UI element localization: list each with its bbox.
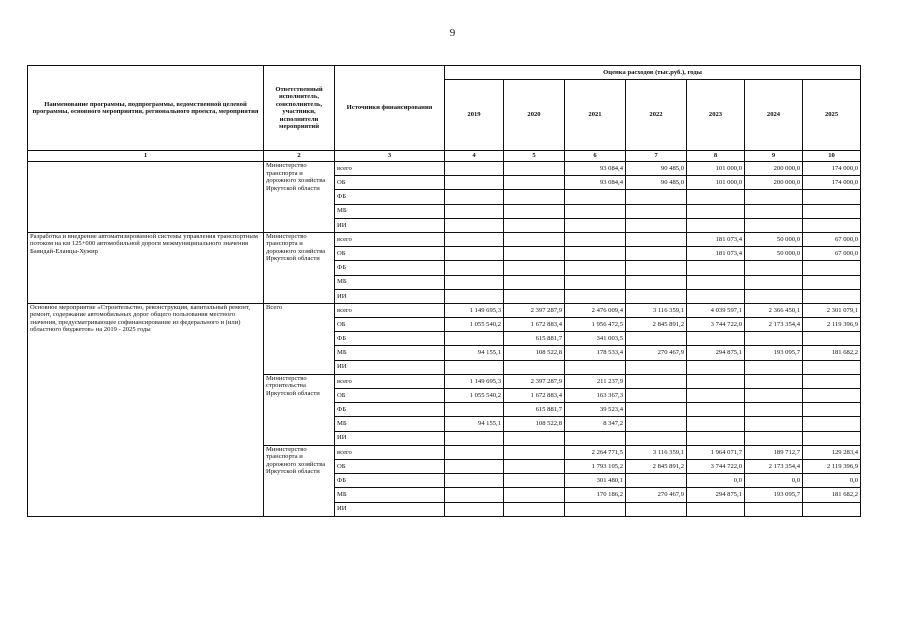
value-cell [687,218,745,232]
value-cell [445,247,504,261]
value-cell [445,502,504,516]
column-number: 6 [565,151,626,162]
value-cell [626,403,687,417]
value-cell [687,190,745,204]
value-cell: 178 533,4 [565,346,626,360]
value-cell: 2 845 891,2 [626,459,687,473]
value-cell [803,389,861,403]
value-cell [745,389,803,403]
table-row [28,162,861,176]
value-cell [745,190,803,204]
funding-source-cell: ИИ [335,431,445,445]
value-cell: 2 264 771,5 [565,445,626,459]
value-cell [626,218,687,232]
value-cell [626,232,687,246]
value-cell [626,261,687,275]
value-cell: 101 000,0 [687,162,745,176]
funding-source-cell: ОБ [335,389,445,403]
value-cell: 270 467,9 [626,488,687,502]
page-number: 9 [449,27,456,39]
funding-source-cell: ОБ [335,247,445,261]
value-cell [445,275,504,289]
funding-source-cell: ИИ [335,502,445,516]
value-cell [445,232,504,246]
value-cell [445,403,504,417]
value-cell [626,360,687,374]
value-cell [626,389,687,403]
value-cell: 90 485,0 [626,162,687,176]
value-cell: 2 301 079,1 [803,303,861,317]
value-cell [745,502,803,516]
value-cell [445,218,504,232]
value-cell: 0,0 [745,474,803,488]
value-cell [687,289,745,303]
value-cell [803,261,861,275]
value-cell [445,204,504,218]
value-cell: 108 522,8 [504,417,565,431]
value-cell [504,176,565,190]
value-cell [445,459,504,473]
value-cell [745,374,803,388]
executor-cell: Министерство транспорта и дорожного хозяйства Иркутской области [264,162,335,233]
value-cell [626,474,687,488]
value-cell: 270 467,9 [626,346,687,360]
value-cell [565,431,626,445]
value-cell [745,332,803,346]
value-cell [504,459,565,473]
value-cell [687,502,745,516]
value-cell: 200 000,0 [745,176,803,190]
value-cell [687,261,745,275]
value-cell [626,190,687,204]
value-cell: 1 149 695,3 [445,374,504,388]
executor-cell: Всего [264,303,335,374]
header-year: 2025 [803,80,861,151]
header-executor: Ответственный исполнитель, соисполнитель, участники, исполнители мероприятий [264,66,335,151]
value-cell: 93 084,4 [565,176,626,190]
value-cell [626,332,687,346]
value-cell [565,289,626,303]
value-cell [445,445,504,459]
value-cell [745,204,803,218]
value-cell [504,488,565,502]
value-cell: 2 397 287,9 [504,374,565,388]
value-cell [504,204,565,218]
value-cell: 200 000,0 [745,162,803,176]
funding-source-cell: ФБ [335,261,445,275]
funding-source-cell: ИИ [335,218,445,232]
value-cell: 2 397 287,9 [504,303,565,317]
value-cell [626,374,687,388]
funding-source-cell: МБ [335,417,445,431]
executor-cell: Министерство транспорта и дорожного хозяйства Иркутской области [264,232,335,303]
value-cell [445,474,504,488]
value-cell: 341 003,5 [565,332,626,346]
value-cell: 163 367,3 [565,389,626,403]
value-cell [803,190,861,204]
value-cell [687,275,745,289]
column-number: 9 [745,151,803,162]
value-cell [803,431,861,445]
value-cell [626,204,687,218]
value-cell: 4 039 597,1 [687,303,745,317]
value-cell: 615 881,7 [504,403,565,417]
value-cell [445,289,504,303]
value-cell [504,431,565,445]
value-cell: 615 881,7 [504,332,565,346]
measure-name-cell: Основное мероприятие «Строительство, реконструкция, капитальный ремонт, ремонт, содержание автомобильных дорог общего пользования местного значения, предусматривающее софинансирование из федерального и (или) областного бюджетов» на 2019 - 2025 годы [28,303,264,516]
value-cell [803,502,861,516]
value-cell [445,360,504,374]
value-cell [626,247,687,261]
value-cell [745,275,803,289]
value-cell [504,502,565,516]
value-cell: 0,0 [687,474,745,488]
budget-table [27,65,861,517]
header-year: 2023 [687,80,745,151]
value-cell [504,247,565,261]
funding-source-cell: ФБ [335,332,445,346]
table-body [28,162,861,517]
value-cell [565,247,626,261]
value-cell [565,204,626,218]
value-cell [504,275,565,289]
value-cell: 1 672 883,4 [504,318,565,332]
column-number: 1 [28,151,264,162]
value-cell: 2 173 354,4 [745,459,803,473]
value-cell: 1 149 695,3 [445,303,504,317]
header-year: 2024 [745,80,803,151]
value-cell [504,162,565,176]
table-row [28,303,861,317]
value-cell: 211 237,9 [565,374,626,388]
value-cell: 181 073,4 [687,247,745,261]
funding-source-cell: всего [335,374,445,388]
value-cell [445,190,504,204]
funding-source-cell: ФБ [335,474,445,488]
funding-source-cell: ОБ [335,318,445,332]
value-cell: 67 000,0 [803,247,861,261]
value-cell [687,374,745,388]
value-cell [565,218,626,232]
header-estimate: Оценка расходов (тыс.руб.), годы [445,66,861,80]
value-cell [626,275,687,289]
header-sources: Источники финансирования [335,66,445,151]
funding-source-cell: всего [335,303,445,317]
value-cell: 193 095,7 [745,346,803,360]
value-cell [504,232,565,246]
funding-source-cell: всего [335,232,445,246]
value-cell: 181 682,2 [803,346,861,360]
value-cell: 174 000,0 [803,176,861,190]
value-cell [745,403,803,417]
column-number: 5 [504,151,565,162]
value-cell [445,162,504,176]
value-cell: 181 682,2 [803,488,861,502]
table-row [28,232,861,246]
measure-name-cell [28,162,264,233]
value-cell [565,360,626,374]
value-cell: 174 000,0 [803,162,861,176]
value-cell: 50 000,0 [745,247,803,261]
value-cell [565,275,626,289]
funding-source-cell: ОБ [335,176,445,190]
value-cell [445,431,504,445]
value-cell [803,417,861,431]
value-cell: 1 793 105,2 [565,459,626,473]
value-cell [687,417,745,431]
value-cell [803,403,861,417]
value-cell [745,360,803,374]
value-cell [626,417,687,431]
value-cell [745,289,803,303]
funding-source-cell: МБ [335,204,445,218]
value-cell [687,360,745,374]
value-cell [565,261,626,275]
value-cell [445,488,504,502]
value-cell: 101 000,0 [687,176,745,190]
value-cell [626,289,687,303]
value-cell [445,332,504,346]
value-cell: 94 155,1 [445,346,504,360]
value-cell: 129 283,4 [803,445,861,459]
column-number: 3 [335,151,445,162]
funding-source-cell: всего [335,162,445,176]
value-cell: 1 672 883,4 [504,389,565,403]
value-cell [504,190,565,204]
value-cell [803,204,861,218]
value-cell: 3 116 359,1 [626,445,687,459]
value-cell [803,218,861,232]
value-cell: 94 155,1 [445,417,504,431]
value-cell: 3 744 722,0 [687,459,745,473]
column-number: 10 [803,151,861,162]
funding-source-cell: МБ [335,275,445,289]
column-number: 2 [264,151,335,162]
value-cell: 1 055 540,2 [445,318,504,332]
value-cell: 181 073,4 [687,232,745,246]
executor-cell: Министерство строительства Иркутской области [264,374,335,445]
funding-source-cell: ОБ [335,459,445,473]
value-cell: 8 347,2 [565,417,626,431]
value-cell [504,289,565,303]
value-cell: 2 119 396,9 [803,318,861,332]
value-cell [445,176,504,190]
value-cell: 193 095,7 [745,488,803,502]
value-cell [445,261,504,275]
value-cell: 170 186,2 [565,488,626,502]
funding-source-cell: ИИ [335,360,445,374]
value-cell: 93 084,4 [565,162,626,176]
value-cell [803,275,861,289]
value-cell [687,204,745,218]
value-cell [565,232,626,246]
funding-source-cell: МБ [335,488,445,502]
value-cell: 67 000,0 [803,232,861,246]
value-cell [687,403,745,417]
column-number: 4 [445,151,504,162]
funding-source-cell: ФБ [335,403,445,417]
funding-source-cell: ИИ [335,289,445,303]
header-year: 2022 [626,80,687,151]
value-cell: 2 119 396,9 [803,459,861,473]
header-year: 2019 [445,80,504,151]
value-cell [504,261,565,275]
value-cell [745,431,803,445]
value-cell [745,261,803,275]
value-cell [626,502,687,516]
value-cell [504,360,565,374]
value-cell: 39 523,4 [565,403,626,417]
value-cell: 294 875,1 [687,346,745,360]
header-name: Наименование программы, подпрограммы, ведомственной целевой программы, основного мероприятия, регионального проекта, мероприятия [28,66,264,151]
value-cell: 1 055 540,2 [445,389,504,403]
value-cell: 3 744 722,0 [687,318,745,332]
value-cell [745,417,803,431]
value-cell: 1 956 472,5 [565,318,626,332]
value-cell [803,374,861,388]
value-cell: 108 522,8 [504,346,565,360]
value-cell: 3 116 359,1 [626,303,687,317]
value-cell: 50 000,0 [745,232,803,246]
value-cell [687,332,745,346]
column-number: 8 [687,151,745,162]
column-number-row [28,151,861,162]
value-cell [504,445,565,459]
value-cell: 2 476 009,4 [565,303,626,317]
funding-source-cell: ФБ [335,190,445,204]
value-cell [745,218,803,232]
value-cell: 301 480,1 [565,474,626,488]
value-cell [565,502,626,516]
value-cell [803,289,861,303]
funding-source-cell: всего [335,445,445,459]
column-number: 7 [626,151,687,162]
header-year: 2021 [565,80,626,151]
value-cell [803,360,861,374]
value-cell [504,218,565,232]
value-cell: 0,0 [803,474,861,488]
value-cell: 2 845 891,2 [626,318,687,332]
header-year: 2020 [504,80,565,151]
value-cell [687,389,745,403]
value-cell [687,431,745,445]
value-cell [565,190,626,204]
value-cell: 2 366 450,1 [745,303,803,317]
value-cell [803,332,861,346]
value-cell: 1 964 071,7 [687,445,745,459]
funding-source-cell: МБ [335,346,445,360]
value-cell: 90 485,0 [626,176,687,190]
value-cell [626,431,687,445]
value-cell [504,474,565,488]
executor-cell: Министерство транспорта и дорожного хозяйства Иркутской области [264,445,335,516]
measure-name-cell: Разработка и внедрение автоматизированной системы управления транспортным потоком на км 125+000 автомобильной дороги межмуниципального значения Баяндай-Еланцы-Хужир [28,232,264,303]
value-cell: 189 712,7 [745,445,803,459]
value-cell: 2 173 354,4 [745,318,803,332]
value-cell: 294 875,1 [687,488,745,502]
